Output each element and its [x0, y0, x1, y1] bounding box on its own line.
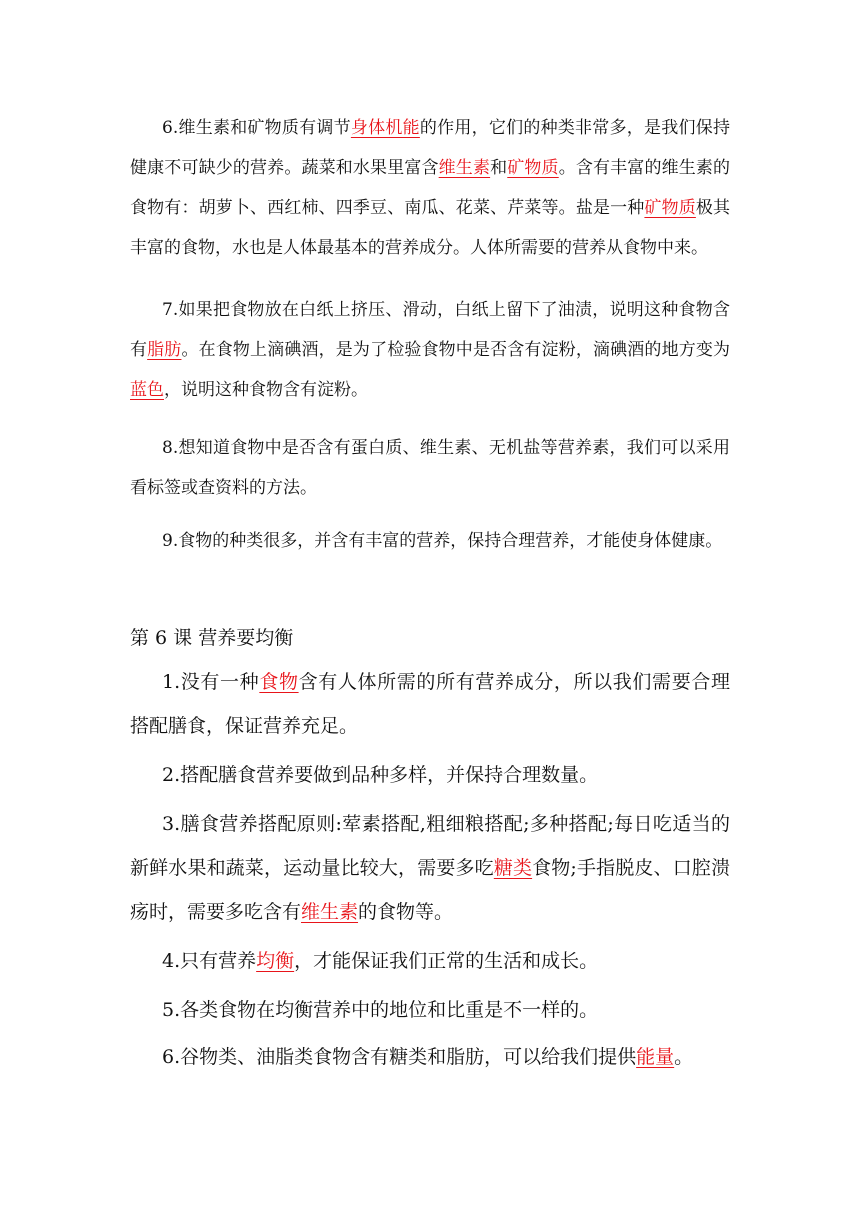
answer-blank: 维生素 [438, 158, 491, 178]
text-run: 和 [490, 158, 508, 178]
paragraph-lesson-item-5 [130, 988, 730, 1032]
paragraph-item-9-food-variety [130, 521, 730, 561]
paragraph-item-6-vitamins-minerals [130, 108, 730, 268]
answer-blank: 糖类 [493, 857, 533, 879]
paragraph-lesson-item-4 [130, 939, 730, 983]
answer-blank: 维生素 [301, 901, 359, 923]
answer-blank: 身体机能 [350, 118, 420, 138]
answer-blank: 食物 [259, 671, 299, 693]
text-run: 。 [674, 1046, 694, 1068]
text-run: 。含有丰富的维生素的食物有：胡萝卜、西红柿、四季豆、南瓜、花菜、芹菜等。盐是一种 [130, 158, 731, 218]
paragraph-item-7-fat-starch-test [130, 290, 730, 410]
text-run: 2.搭配膳食营养要做到品种多样，并保持合理数量。 [162, 764, 599, 786]
paragraph-lesson-item-3 [130, 802, 730, 934]
answer-blank: 能量 [636, 1046, 675, 1068]
text-run: 。在食物上滴碘酒，是为了检验食物中是否含有淀粉，滴碘酒的地方变为 [181, 340, 731, 360]
paragraph-lesson-item-1 [130, 660, 730, 748]
paragraph-lesson-item-6 [130, 1035, 730, 1079]
text-run: 的食物等。 [358, 901, 454, 923]
text-run: 8.想知道食物中是否含有蛋白质、维生素、无机盐等营养素，我们可以采用看标签或查资料的方法。 [130, 438, 730, 498]
paragraph-lesson-item-2 [130, 753, 730, 797]
text-run: 7.如果把食物放在白纸上挤压、滑动，白纸上留下了油渍，说明这种食物含有 [130, 300, 730, 360]
text-run: 极其丰富的食物，水也是人体最基本的营养成分。人体所需要的营养从食物中来。 [130, 198, 731, 258]
answer-blank: 脂肪 [147, 340, 182, 360]
answer-blank: 均衡 [256, 950, 295, 972]
answer-blank: 蓝色 [130, 380, 164, 400]
answer-blank: 矿物质 [507, 158, 559, 178]
text-run: 食物;手指脱皮、口腔溃疡时，需要多吃含有 [130, 857, 730, 923]
text-run: 6.维生素和矿物质有调节 [162, 118, 351, 138]
text-run: 6.谷物类、油脂类食物含有糖类和脂肪，可以给我们提供 [162, 1046, 637, 1068]
text-run: 9.食物的种类很多，并含有丰富的营养，保持合理营养，才能使身体健康。 [162, 531, 723, 551]
text-run: 含有人体所需的所有营养成分，所以我们需要合理搭配膳食，保证营养充足。 [130, 671, 730, 737]
paragraph-item-8-nutrient-labels [130, 428, 730, 508]
text-run: 的作用，它们的种类非常多，是我们保持健康不可缺少的营养。蔬菜和水果里富含 [130, 118, 730, 178]
answer-blank: 矿物质 [644, 198, 696, 218]
text-run: 5.各类食物在均衡营养中的地位和比重是不一样的。 [162, 999, 599, 1021]
text-run: 3.膳食营养搭配原则:荤素搭配,粗细粮搭配;多种搭配;每日吃适当的新鲜水果和蔬菜，运动量比较大，需要多吃 [130, 813, 730, 879]
text-run: ，说明这种食物含有淀粉。 [164, 380, 368, 400]
text-run: 1.没有一种 [162, 671, 260, 693]
text-run: ，才能保证我们正常的生活和成长。 [294, 950, 599, 972]
lesson-heading: 第 6 课 营养要均衡 [130, 627, 294, 649]
text-run: 4.只有营养 [162, 950, 257, 972]
